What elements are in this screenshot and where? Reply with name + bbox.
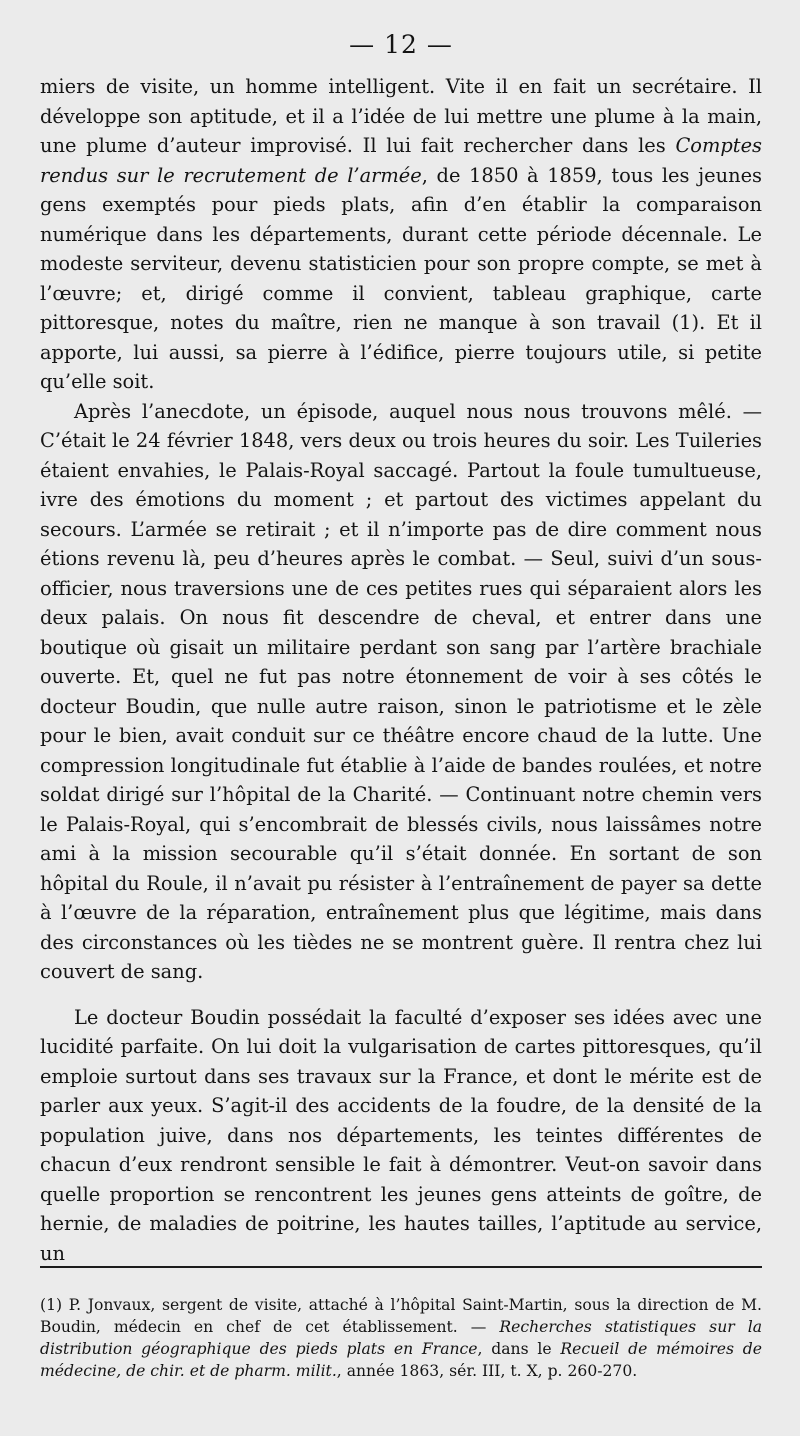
paragraph-gap — [40, 987, 762, 1003]
footnote-work-title: Recherches statistiques sur la distribution géographique des pieds plats en France — [40, 1317, 762, 1358]
document-page — [40, 28, 762, 1418]
footnote-text: (1) P. Jonvaux, sergent de visite, attaché à l’hôpital Saint-Martin, sous la direction de M. Boudin, médecin en chef de cet établissement. — — [40, 1295, 762, 1336]
footnote — [40, 1294, 762, 1383]
page-number: — 12 — — [349, 30, 453, 59]
paragraph-1-text-cont: , de 1850 à 1859, tous les jeunes gens exemptés pour pieds plats, afin d’en établir la comparaison numérique dans les départements, durant cette période décennale. Le modeste serviteur, devenu statisticien pour son propre compte, se met à l’œuvre; et, dirigé comme il convient, tableau graphique, carte pittoresque, notes du maître, rien ne manque à son travail (1). Et il apporte, lui aussi, sa pierre à l’édifice, pierre toujours utile, si petite qu’elle soit. — [40, 163, 762, 393]
paragraph-2-text: Après l’anecdote, un épisode, auquel nous nous trouvons mêlé. — C’était le 24 février 1848, vers deux ou trois heures du soir. Les Tuileries étaient envahies, le Palais-Royal saccagé. Partout la foule tumultueuse, ivre des émotions du moment ; et partout des victimes appelant du secours. L’armée se retirait ; et il n’importe pas de dire comment nous étions revenu là, peu d’heures après le combat. — Seul, suivi d’un sous-officier, nous traversions une de ces petites rues qui séparaient alors les deux palais. On nous fit descendre de cheval, et entrer dans une boutique où gisait un militaire perdant son sang par l’artère brachiale ouverte. Et, quel ne fut pas notre étonnement de voir à ses côtés le docteur Boudin, que nulle autre raison, sinon le patriotisme et le zèle pour le bien, avait conduit sur ce théâtre encore chaud de la lutte. Une compression longitudinale fut établie à l’aide de bandes roulées, et notre soldat dirigé sur l’hôpital de la Charité. — Continuant notre chemin vers le Palais-Royal, qui s’encombrait de blessés civils, nous laissâmes notre ami à la mission secourable qu’il s’était donnée. En sortant de son hôpital du Roule, il n’avait pu résister à l’entraînement de payer sa dette à l’œuvre de la réparation, entraînement plus que légitime, mais dans des circonstances où les tièdes ne se montrent guère. Il rentra chez lui couvert de sang. — [40, 399, 762, 983]
paragraph-1-text: miers de visite, un homme intelligent. Vite il en fait un secrétaire. Il développe son aptitude, et il a l’idée de lui mettre une plume à la main, une plume d’auteur improvisé. Il lui fait rechercher dans les — [40, 75, 762, 157]
footnote-journal-title: Recueil de mémoires de médecine, de chir. et de pharm. milit. — [40, 1340, 762, 1381]
paragraph-1 — [40, 72, 762, 397]
paragraph-3 — [40, 1003, 762, 1269]
paragraph-2 — [40, 397, 762, 987]
paragraph-1-title-italic: Comptes rendus sur le recrutement de l’armée — [40, 134, 762, 187]
footnote-text-2: , dans le — [477, 1340, 561, 1358]
paragraph-3-text: Le docteur Boudin possédait la faculté d’exposer ses idées avec une lucidité parfaite. On lui doit la vulgarisation de cartes pittoresques, qu’il emploie surtout dans ses travaux sur la France, et dont le mérite est de parler aux yeux. S’agit-il des accidents de la foudre, de la densité de la population juive, dans nos départements, les teintes différentes de chacun d’eux rendront sensible le fait à démontrer. Veut-on savoir dans quelle proportion se rencontrent les jeunes gens atteints de goître, de hernie, de maladies de poitrine, les hautes tailles, l’aptitude au service, un — [40, 1005, 762, 1265]
footnote-separator — [40, 1266, 762, 1268]
footnote-text-3: , année 1863, sér. III, t. X, p. 260-270. — [336, 1362, 638, 1381]
